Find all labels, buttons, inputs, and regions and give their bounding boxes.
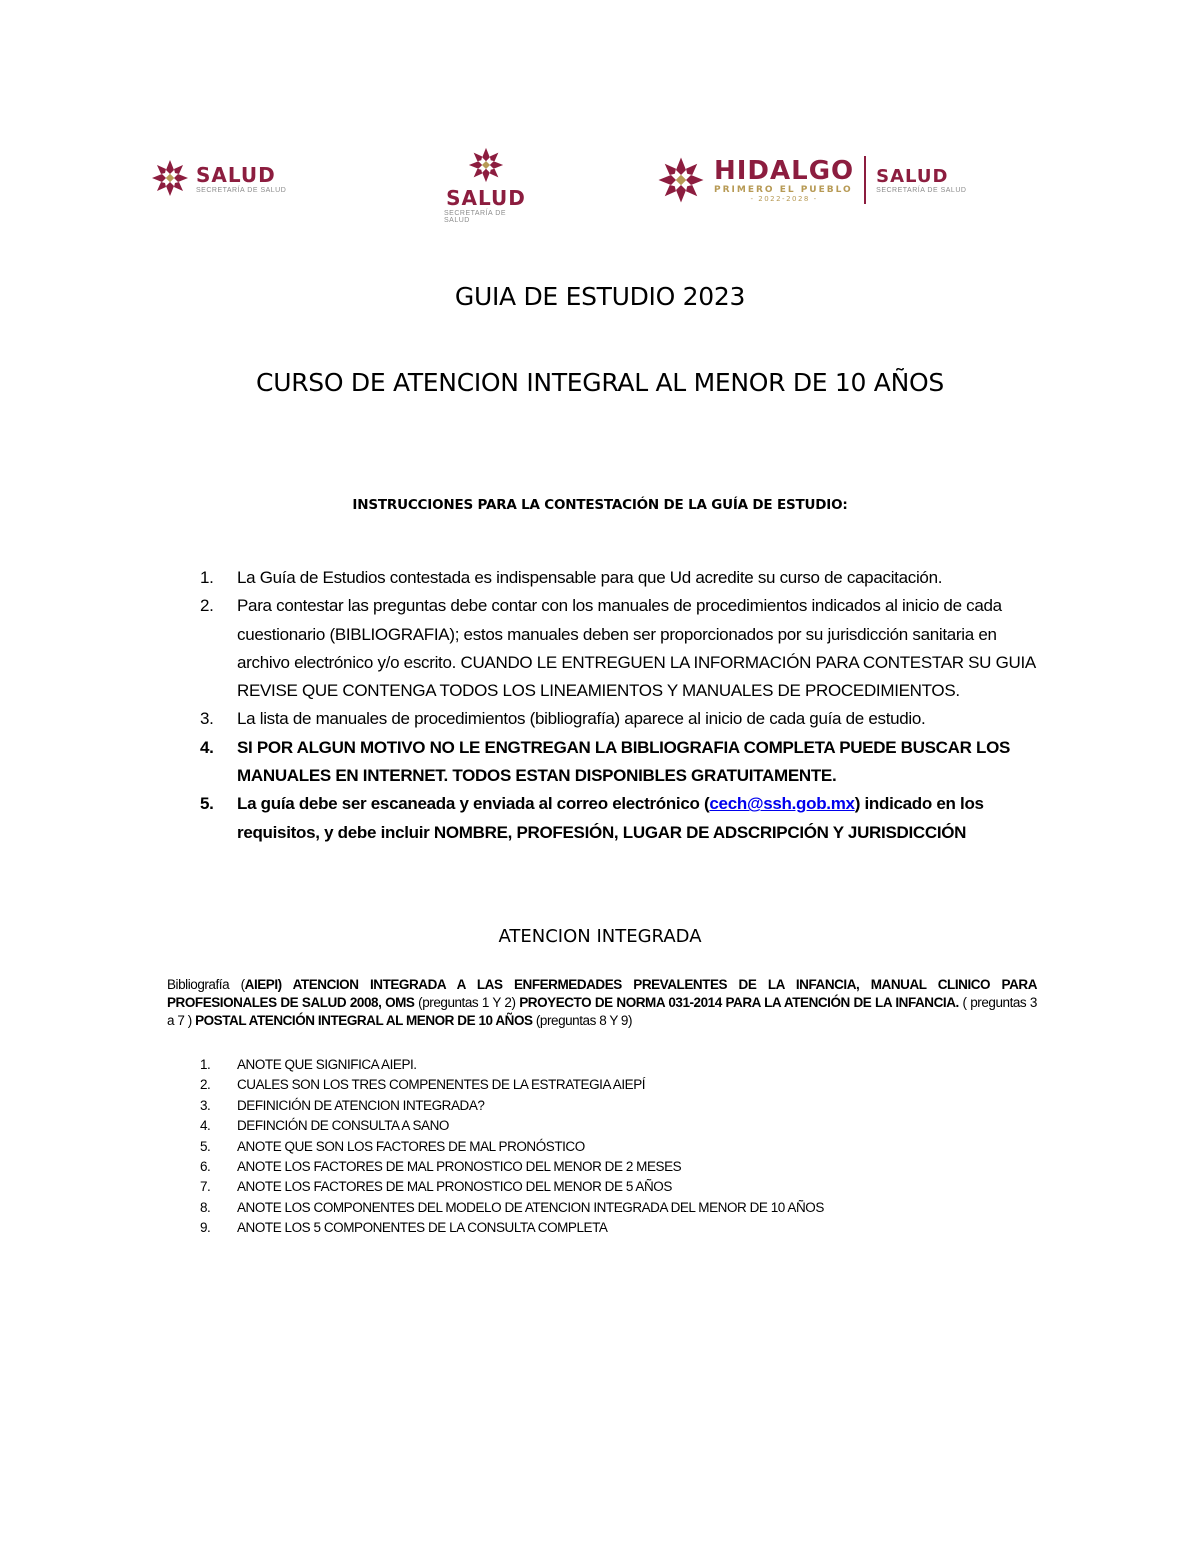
list-item: 4. SI POR ALGUN MOTIVO NO LE ENGTREGAN LA BIBLIOGRAFIA COMPLETA PUEDE BUSCAR LOS MANUALES EN INTERNET. TODOS ESTAN DISPONIBLES GRATUITAMENTE. [200,737,1011,786]
email-link[interactable]: cech@ssh.gob.mx [709,794,855,814]
logo-hidalgo-text: HIDALGO [714,156,855,186]
logo-divider [864,156,866,204]
instructions-list [200,564,1040,847]
bibliography-paragraph: Bibliografía (AIEPI) ATENCION INTEGRADA A LAS ENFERMEDADES PREVALENTES DE LA INFANCIA, MANUAL CLINICO PARA PROFESIONALES DE SALUD 2008, OMS (preguntas 1 Y 2) PROYECTO DE NORMA 031-2014 PARA LA ATENCIÓN DE LA INFANCIA. ( preguntas 3 a 7 ) POSTAL ATENCIÓN INTEGRAL AL MENOR DE 10 AÑOS (preguntas 8 Y 9) [167,977,1037,1028]
list-item: 7. ANOTE LOS FACTORES DE MAL PRONOSTICO DEL MENOR DE 5 AÑOS [200,1179,672,1195]
document-title: GUIA DE ESTUDIO 2023 [454,282,746,311]
list-item: 9. ANOTE LOS 5 COMPONENTES DE LA CONSULTA COMPLETA [200,1220,608,1236]
hidalgo-salud-logo [656,155,966,205]
star-emblem-icon [467,146,505,184]
salud-logo-left [150,158,286,198]
list-item: 4. DEFINCIÓN DE CONSULTA A SANO [200,1118,449,1134]
logo-hidalgo-motto: PRIMERO EL PUEBLO [714,185,853,195]
logo-salud-text: SALUD [196,162,276,187]
list-item: 2. CUALES SON LOS TRES COMPENENTES DE LA ESTRATEGIA AIEPÍ [200,1077,646,1093]
star-emblem-icon [150,158,190,198]
list-item: 6. ANOTE LOS FACTORES DE MAL PRONOSTICO DEL MENOR DE 2 MESES [200,1159,682,1175]
star-emblem-icon [656,155,706,205]
logo-salud-subtext: SECRETARÍA DE SALUD [876,187,967,194]
list-item: 5. ANOTE QUE SON LOS FACTORES DE MAL PRONÓSTICO [200,1138,585,1154]
logo-salud-subtext: SECRETARÍA DE SALUD [196,186,287,194]
course-title: CURSO DE ATENCION INTEGRAL AL MENOR DE 10 AÑOS [256,368,944,397]
list-item: 5. La guía debe ser escaneada y enviada al correo electrónico (cech@ssh.gob.mx) indicado en los requisitos, y debe incluir NOMBRE, PROFESIÓN, LUGAR DE ADSCRIPCIÓN Y JURISDICCIÓN [200,794,984,842]
list-item: 3. DEFINICIÓN DE ATENCION INTEGRADA? [200,1097,485,1113]
section-heading: ATENCION INTEGRADA [498,926,702,947]
logo-salud-text: SALUD [446,186,526,210]
logo-hidalgo-years: - 2022-2028 - [750,195,818,203]
list-item: 2. Para contestar las preguntas debe contar con los manuales de procedimientos indicados al inicio de cada cuestionario (BIBLIOGRAFIA); estos manuales deben ser proporcionados por su jurisdicción sanitaria en archivo electrónico y/o escrito. CUANDO LE ENTREGUEN LA INFORMACIÓN PARA CONTESTAR SU GUIA REVISE QUE CONTENGA TODOS LOS LINEAMIENTOS Y MANUALES DE PROCEDIMIENTOS. [200,596,1036,701]
list-item: 3. La lista de manuales de procedimientos (bibliografía) aparece al inicio de cada guía de estudio. [200,709,926,729]
list-item: 8. ANOTE LOS COMPONENTES DEL MODELO DE ATENCION INTEGRADA DEL MENOR DE 10 AÑOS [200,1199,824,1215]
instructions-heading: INSTRUCCIONES PARA LA CONTESTACIÓN DE LA GUÍA DE ESTUDIO: [352,497,848,513]
list-item: 1. La Guía de Estudios contestada es indispensable para que Ud acredite su curso de capacitación. [200,568,943,587]
logo-salud-text: SALUD [876,166,949,187]
logo-salud-subtext: SECRETARÍA DE SALUD [444,210,506,224]
questions-list [200,1055,1040,1239]
list-item: 1. ANOTE QUE SIGNIFICA AIEPI. [200,1057,417,1072]
salud-logo-center [444,146,528,224]
